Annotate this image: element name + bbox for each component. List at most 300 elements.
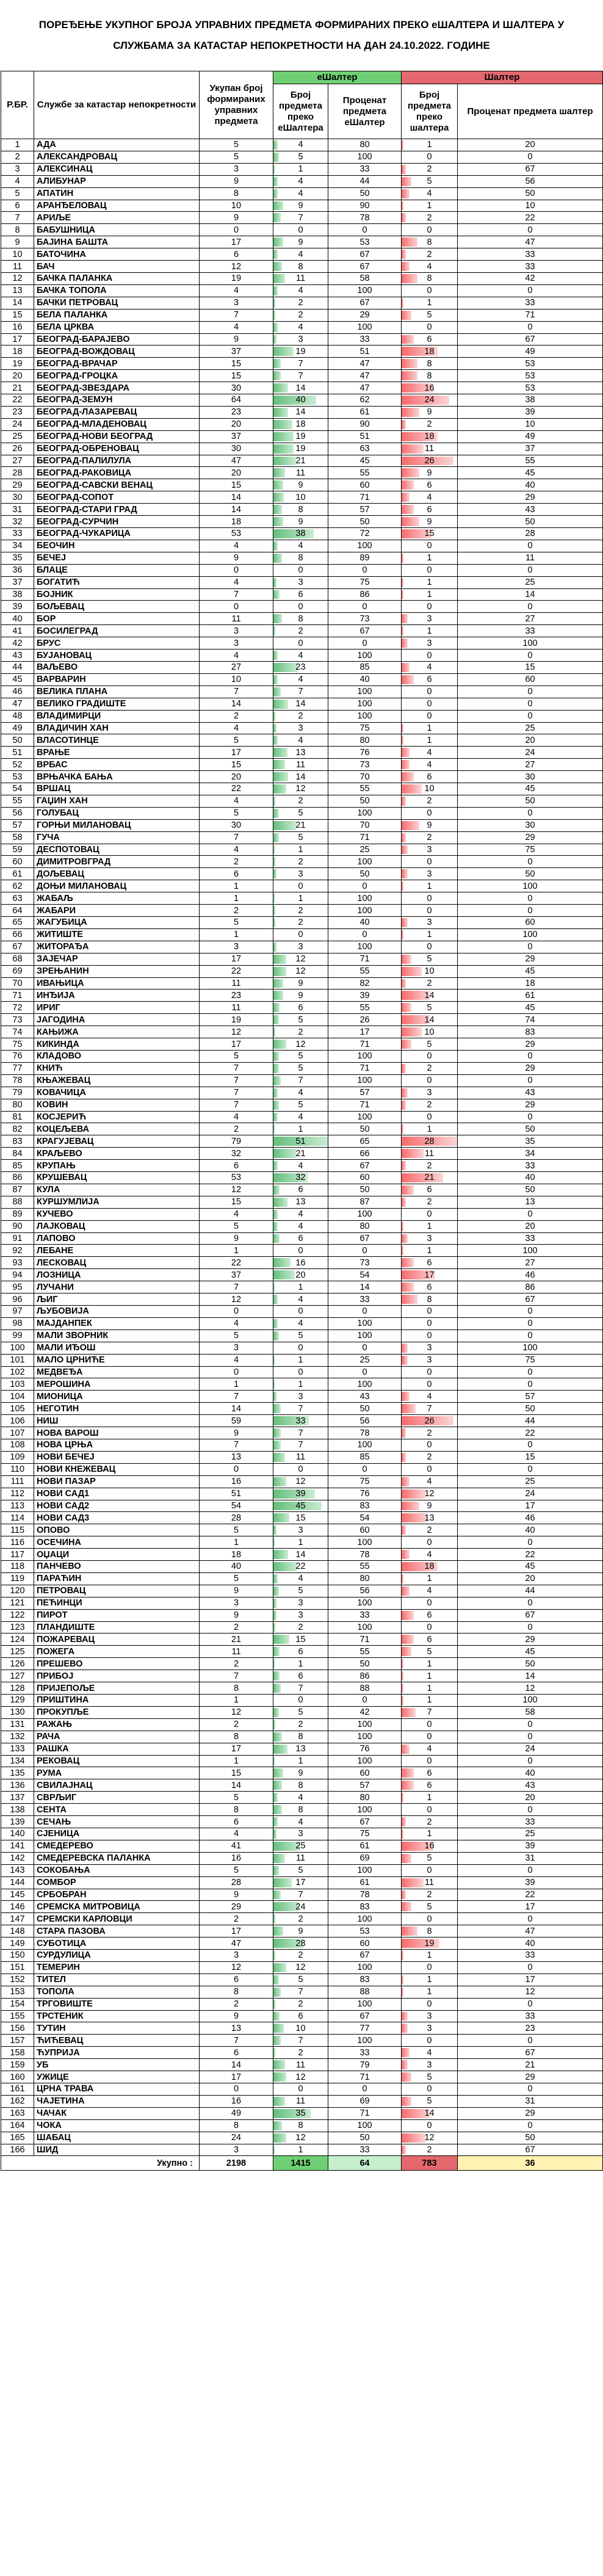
shalter-count (402, 1257, 458, 1269)
row-number: 134 (1, 1755, 34, 1767)
eshalter-count (273, 1852, 328, 1864)
shalter-count (402, 1609, 458, 1621)
eshalter-percent: 100 (328, 284, 402, 297)
shalter-databar (402, 760, 410, 769)
shalter-percent: 50 (458, 1658, 603, 1670)
cell-value: 5 (427, 2096, 432, 2107)
total-cases: 79 (200, 1135, 273, 1148)
shalter-databar (402, 1890, 406, 1900)
cell-value: 1 (427, 1829, 432, 1839)
shalter-count (402, 710, 458, 722)
office-name: ВЕЛИКА ПЛАНА (34, 686, 200, 698)
shalter-percent: 39 (458, 1876, 603, 1889)
office-name: ВЛАСОТИНЦЕ (34, 734, 200, 747)
eshalter-databar (273, 772, 288, 781)
shalter-count (402, 1245, 458, 1257)
eshalter-percent: 87 (328, 1196, 402, 1208)
shalter-databar (402, 1708, 416, 1717)
table-row (1, 601, 603, 613)
cell-value: 3 (298, 942, 303, 952)
shalter-percent: 31 (458, 1852, 603, 1864)
cell-value: 3 (298, 869, 303, 879)
cell-value: 1 (427, 1975, 432, 1985)
total-cases: 1 (200, 1695, 273, 1707)
total-cases: 8 (200, 187, 273, 200)
cell-value: 0 (427, 942, 432, 952)
eshalter-databar (273, 1611, 276, 1620)
eshalter-percent: 53 (328, 236, 402, 248)
eshalter-percent: 29 (328, 309, 402, 321)
shalter-count (402, 1755, 458, 1767)
table-row (1, 1135, 603, 1148)
eshalter-count (273, 795, 328, 807)
shalter-percent: 61 (458, 990, 603, 1002)
eshalter-percent: 0 (328, 928, 402, 941)
shalter-count (402, 783, 458, 795)
office-name: БУЈАНОВАЦ (34, 649, 200, 662)
table-row (1, 1500, 603, 1512)
eshalter-databar (273, 420, 292, 429)
eshalter-percent: 70 (328, 819, 402, 831)
eshalter-percent: 100 (328, 151, 402, 163)
total-cases: 12 (200, 1026, 273, 1038)
eshalter-databar (273, 2133, 286, 2143)
shalter-databar (402, 1246, 403, 1255)
shalter-percent: 44 (458, 1585, 603, 1597)
cell-value: 1 (298, 1659, 303, 1669)
office-name: МЕДВЕЂА (34, 1366, 200, 1378)
shalter-count (402, 965, 458, 977)
row-number: 36 (1, 564, 34, 576)
eshalter-databar (273, 1003, 280, 1012)
cell-value: 6 (427, 334, 432, 344)
total-cases: 3 (200, 2144, 273, 2156)
office-name: ПЛАНДИШТЕ (34, 1621, 200, 1634)
shalter-count (402, 1087, 458, 1099)
eshalter-databar (273, 687, 281, 696)
eshalter-count (273, 1220, 328, 1232)
table-row (1, 625, 603, 637)
cell-value: 5 (298, 1707, 303, 1718)
eshalter-percent: 83 (328, 1901, 402, 1913)
shalter-databar (402, 237, 417, 247)
table-row (1, 261, 603, 273)
cell-value: 0 (427, 1379, 432, 1389)
office-name: БЕОГРАД-БАРАЈЕВО (34, 333, 200, 346)
cell-value: 4 (298, 1574, 303, 1584)
eshalter-databar (273, 1113, 278, 1122)
eshalter-count (273, 1950, 328, 1962)
office-name: МАЛИ ЗВОРНИК (34, 1330, 200, 1342)
cell-value: 0 (427, 1732, 432, 1742)
cell-value: 2 (298, 1623, 303, 1633)
eshalter-count (273, 284, 328, 297)
shalter-percent: 29 (458, 1062, 603, 1074)
row-number: 44 (1, 661, 34, 673)
row-number: 8 (1, 224, 34, 236)
eshalter-databar (273, 1781, 282, 1790)
eshalter-count (273, 1354, 328, 1366)
shalter-databar (402, 663, 410, 672)
eshalter-databar (273, 1635, 289, 1644)
eshalter-percent: 100 (328, 1439, 402, 1451)
shalter-count (402, 1403, 458, 1415)
row-number: 107 (1, 1427, 34, 1439)
eshalter-count (273, 1366, 328, 1378)
shalter-percent: 55 (458, 455, 603, 467)
eshalter-percent: 100 (328, 905, 402, 917)
shalter-databar (402, 1745, 410, 1754)
office-name: КРАЉЕВО (34, 1148, 200, 1160)
shalter-percent: 15 (458, 661, 603, 673)
shalter-databar (402, 1356, 408, 1365)
office-name: ЛЕБАНЕ (34, 1245, 200, 1257)
shalter-percent: 67 (458, 2144, 603, 2156)
total-cases: 4 (200, 1208, 273, 1220)
row-number: 133 (1, 1743, 34, 1755)
eshalter-percent: 75 (328, 722, 402, 734)
eshalter-databar (273, 359, 281, 368)
header-eshalter-group: еШалтер (273, 71, 402, 84)
total-cases: 51 (200, 1488, 273, 1500)
cell-value: 2 (427, 419, 432, 430)
office-name: БАЧКА ТОПОЛА (34, 284, 200, 297)
total-cases: 1 (200, 892, 273, 905)
shalter-count (402, 2071, 458, 2083)
cell-value: 1 (298, 1537, 303, 1547)
eshalter-percent: 71 (328, 1099, 402, 1111)
cell-value: 2 (298, 1914, 303, 1924)
table-row (1, 686, 603, 698)
shalter-databar (402, 772, 414, 781)
eshalter-count (273, 1646, 328, 1658)
eshalter-databar (273, 2036, 281, 2045)
row-number: 26 (1, 443, 34, 455)
shalter-databar (402, 1829, 403, 1839)
cell-value: 8 (427, 358, 432, 369)
eshalter-count (273, 1828, 328, 1840)
cell-value: 0 (298, 881, 303, 891)
eshalter-count (273, 1135, 328, 1148)
shalter-databar (402, 724, 403, 733)
row-number: 33 (1, 528, 34, 540)
cell-value: 6 (427, 480, 432, 490)
row-number: 102 (1, 1366, 34, 1378)
table-row (1, 200, 603, 212)
eshalter-percent: 47 (328, 370, 402, 382)
shalter-percent: 44 (458, 1415, 603, 1427)
row-number: 166 (1, 2144, 34, 2156)
cell-value: 1 (427, 1987, 432, 1997)
office-name: ЛОЗНИЦА (34, 1269, 200, 1281)
eshalter-databar (273, 1927, 283, 1936)
eshalter-databar (273, 1477, 286, 1486)
cell-value: 17 (424, 1270, 435, 1280)
row-number: 23 (1, 406, 34, 418)
total-cases: 7 (200, 1099, 273, 1111)
office-name: ШАБАЦ (34, 2132, 200, 2144)
row-number: 165 (1, 2132, 34, 2144)
total-cases: 9 (200, 333, 273, 346)
shalter-count (402, 2083, 458, 2096)
total-cases: 17 (200, 2071, 273, 2083)
shalter-percent: 15 (458, 1451, 603, 1463)
eshalter-percent: 100 (328, 2035, 402, 2047)
cell-value: 8 (427, 1926, 432, 1936)
cell-value: 2 (298, 856, 303, 867)
eshalter-databar (273, 724, 276, 733)
total-cases: 8 (200, 1804, 273, 1816)
office-name: ЖАБАЉ (34, 892, 200, 905)
total-cases: 9 (200, 175, 273, 187)
cell-value: 2 (427, 1160, 432, 1171)
office-name: ВРЊАЧКА БАЊА (34, 771, 200, 783)
shalter-databar (402, 213, 406, 222)
eshalter-count (273, 1269, 328, 1281)
shalter-percent: 0 (458, 1208, 603, 1220)
shalter-percent: 24 (458, 1488, 603, 1500)
row-number: 140 (1, 1828, 34, 1840)
shalter-count (402, 394, 458, 407)
shalter-percent: 13 (458, 1196, 603, 1208)
cell-value: 0 (427, 1623, 432, 1633)
eshalter-count (273, 1804, 328, 1816)
table-row (1, 941, 603, 953)
eshalter-count (273, 1087, 328, 1099)
shalter-percent: 60 (458, 917, 603, 929)
shalter-databar (402, 1793, 403, 1802)
eshalter-databar (273, 432, 294, 441)
shalter-percent: 10 (458, 418, 603, 430)
shalter-count (402, 1779, 458, 1792)
office-name: БАЧКА ПАЛАНКА (34, 272, 200, 284)
shalter-count (402, 2095, 458, 2107)
cell-value: 4 (298, 1294, 303, 1304)
shalter-count (402, 1002, 458, 1014)
eshalter-databar (273, 335, 276, 344)
table-row (1, 1974, 603, 1986)
table-row (1, 1792, 603, 1804)
office-name: ЛУЧАНИ (34, 1281, 200, 1293)
eshalter-percent: 85 (328, 661, 402, 673)
office-name: ПИРОТ (34, 1609, 200, 1621)
cell-value: 0 (427, 1319, 432, 1329)
eshalter-percent: 71 (328, 953, 402, 965)
cell-value: 2 (298, 1950, 303, 1961)
eshalter-databar (273, 1914, 275, 1923)
office-name: МАЛО ЦРНИЋЕ (34, 1354, 200, 1366)
eshalter-count (273, 1439, 328, 1451)
row-number: 38 (1, 588, 34, 601)
shalter-count (402, 272, 458, 284)
total-cases: 53 (200, 528, 273, 540)
total-cases: 10 (200, 200, 273, 212)
cell-value: 14 (424, 1015, 435, 1025)
shalter-count (402, 601, 458, 613)
table-row (1, 1512, 603, 1524)
shalter-percent: 46 (458, 1512, 603, 1524)
cell-value: 5 (298, 808, 303, 819)
cell-value: 12 (295, 966, 306, 977)
office-name: НОВИ КНЕЖЕВАЦ (34, 1463, 200, 1475)
eshalter-percent: 50 (328, 1184, 402, 1196)
cell-value: 0 (298, 1695, 303, 1706)
row-number: 68 (1, 953, 34, 965)
shalter-percent: 71 (458, 309, 603, 321)
shalter-percent: 20 (458, 1792, 603, 1804)
office-name: ПРЕШЕВО (34, 1658, 200, 1670)
cell-value: 1 (427, 553, 432, 563)
eshalter-count (273, 1901, 328, 1913)
office-name: ЖИТОРАЂА (34, 941, 200, 953)
eshalter-databar (273, 274, 285, 283)
eshalter-databar (273, 323, 278, 332)
table-row (1, 831, 603, 844)
row-number: 127 (1, 1670, 34, 1682)
cell-value: 0 (427, 1440, 432, 1450)
table-row (1, 1549, 603, 1561)
row-number: 5 (1, 187, 34, 200)
office-name: СМЕДЕРЕВСКА ПАЛАНКА (34, 1852, 200, 1864)
eshalter-percent: 76 (328, 747, 402, 759)
cell-value: 15 (295, 1634, 306, 1644)
shalter-percent: 22 (458, 1549, 603, 1561)
row-number: 78 (1, 1074, 34, 1087)
table-row (1, 467, 603, 479)
shalter-databar (402, 1101, 406, 1110)
cell-value: 1 (427, 140, 432, 150)
shalter-percent: 0 (458, 1913, 603, 1925)
office-name: ВАЉЕВО (34, 661, 200, 673)
cell-value: 8 (298, 613, 303, 624)
cell-value: 9 (427, 468, 432, 478)
cell-value: 7 (298, 371, 303, 381)
total-cases: 28 (200, 1876, 273, 1889)
office-name: ГУЧА (34, 831, 200, 844)
cell-value: 26 (424, 1416, 435, 1426)
eshalter-count (273, 1670, 328, 1682)
cell-value: 3 (427, 917, 432, 928)
eshalter-databar (273, 991, 283, 1000)
total-cases: 5 (200, 734, 273, 747)
shalter-databar (402, 1088, 408, 1098)
eshalter-percent: 65 (328, 1135, 402, 1148)
cell-value: 6 (298, 1234, 303, 1244)
table-row (1, 2010, 603, 2022)
cell-value: 9 (298, 990, 303, 1000)
total-cases: 4 (200, 722, 273, 734)
eshalter-databar (273, 1064, 279, 1073)
row-number: 115 (1, 1524, 34, 1536)
eshalter-percent: 79 (328, 2059, 402, 2071)
cell-value: 3 (298, 334, 303, 344)
table-row (1, 953, 603, 965)
eshalter-databar (273, 1380, 275, 1389)
eshalter-percent: 69 (328, 2095, 402, 2107)
cell-value: 0 (298, 225, 303, 235)
shalter-percent: 0 (458, 1755, 603, 1767)
cell-value: 6 (427, 504, 432, 515)
office-name: ГАЏИН ХАН (34, 795, 200, 807)
total-cases: 27 (200, 661, 273, 673)
total-cases: 12 (200, 1293, 273, 1306)
shalter-databar (402, 1222, 403, 1231)
cell-value: 2 (298, 626, 303, 636)
table-row (1, 1123, 603, 1135)
table-row (1, 346, 603, 358)
table-row (1, 443, 603, 455)
row-number: 143 (1, 1864, 34, 1876)
shalter-percent: 56 (458, 175, 603, 187)
shalter-databar (402, 1647, 411, 1656)
table-row (1, 151, 603, 163)
shalter-percent: 39 (458, 1840, 603, 1852)
row-number: 155 (1, 2010, 34, 2022)
shalter-databar (402, 1185, 414, 1195)
cell-value: 4 (298, 1221, 303, 1232)
shalter-count (402, 2010, 458, 2022)
eshalter-count (273, 1317, 328, 1330)
eshalter-percent: 25 (328, 1354, 402, 1366)
cell-value: 28 (295, 1938, 306, 1948)
cell-value: 3 (427, 1355, 432, 1366)
cell-value: 2 (298, 1027, 303, 1037)
cell-value: 16 (424, 1841, 435, 1851)
row-number: 4 (1, 175, 34, 187)
table-row (1, 1366, 603, 1378)
eshalter-percent: 54 (328, 1269, 402, 1281)
office-name: БЕОГРАД-ПАЛИЛУЛА (34, 455, 200, 467)
eshalter-count (273, 856, 328, 868)
table-row (1, 2047, 603, 2059)
eshalter-count (273, 771, 328, 783)
eshalter-count (273, 2095, 328, 2107)
office-name: СТАРА ПАЗОВА (34, 1925, 200, 1937)
shalter-count (402, 1646, 458, 1658)
total-cases: 0 (200, 1366, 273, 1378)
table-row (1, 1050, 603, 1062)
table-row (1, 905, 603, 917)
row-number: 131 (1, 1718, 34, 1731)
eshalter-databar (273, 1599, 276, 1608)
eshalter-databar (273, 1052, 279, 1061)
table-row (1, 1002, 603, 1014)
row-number: 3 (1, 163, 34, 175)
shalter-databar (402, 165, 406, 174)
total-cases: 3 (200, 625, 273, 637)
total-cases: 2 (200, 1658, 273, 1670)
total-cases: 0 (200, 2083, 273, 2096)
eshalter-databar (273, 967, 286, 976)
shalter-percent: 0 (458, 686, 603, 698)
table-row (1, 2022, 603, 2035)
shalter-count (402, 1950, 458, 1962)
cell-value: 2 (427, 1525, 432, 1535)
table-row (1, 2144, 603, 2156)
cell-value: 33 (295, 1416, 306, 1426)
shalter-count (402, 1196, 458, 1208)
total-cases: 18 (200, 516, 273, 528)
shalter-count (402, 1706, 458, 1718)
office-name: ДЕСПОТОВАЦ (34, 844, 200, 856)
eshalter-percent: 26 (328, 1014, 402, 1026)
table-row (1, 1342, 603, 1354)
cell-value: 4 (298, 675, 303, 685)
row-number: 17 (1, 333, 34, 346)
shalter-percent: 31 (458, 2095, 603, 2107)
shalter-count (402, 2144, 458, 2156)
shalter-databar (402, 505, 414, 514)
